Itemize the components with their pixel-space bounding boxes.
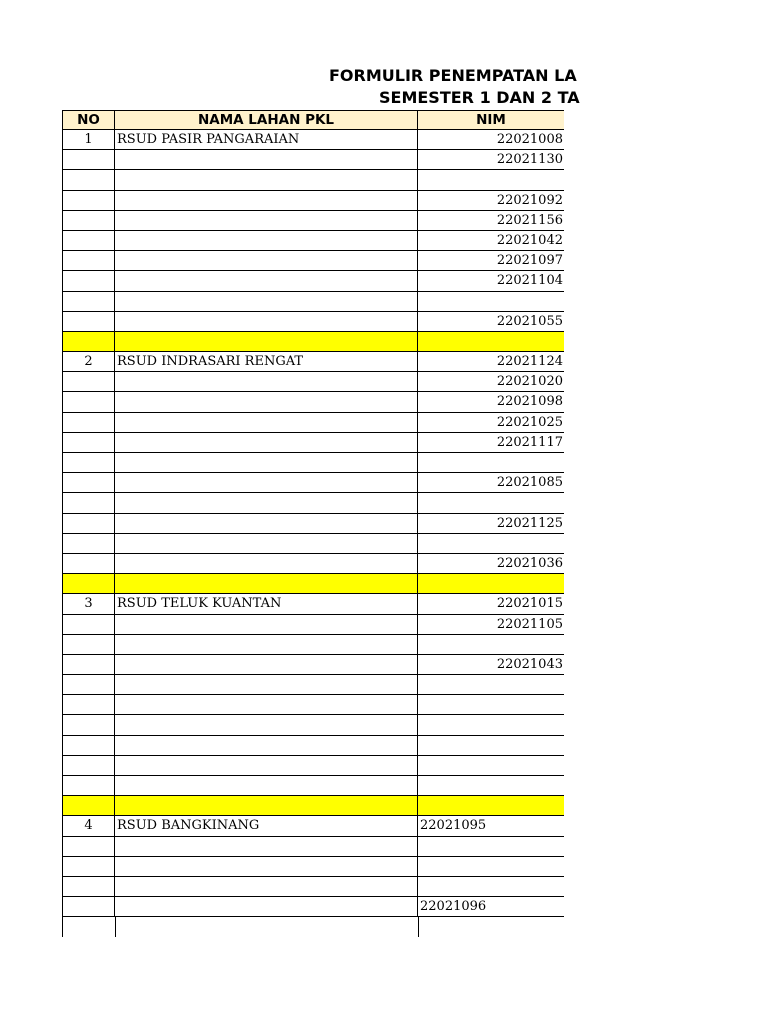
table-name-divider bbox=[418, 917, 419, 937]
cell-no[interactable] bbox=[62, 514, 115, 533]
cell-no[interactable] bbox=[62, 837, 115, 856]
cell-no[interactable] bbox=[62, 615, 115, 634]
cell-nim[interactable] bbox=[418, 534, 564, 553]
table-row bbox=[62, 372, 564, 392]
table-row bbox=[62, 776, 564, 796]
table-row bbox=[62, 837, 564, 857]
table-row bbox=[62, 736, 564, 756]
table-row bbox=[62, 857, 564, 877]
cell-nim[interactable]: 22021105 bbox=[496, 616, 563, 632]
cell-name[interactable]: RSUD PASIR PANGARAIAN bbox=[115, 130, 418, 149]
cell-nim[interactable] bbox=[418, 170, 564, 189]
cell-name[interactable] bbox=[115, 756, 418, 775]
cell-no[interactable] bbox=[62, 715, 115, 734]
cell-nim[interactable]: 22021097 bbox=[496, 253, 563, 269]
table-left-border bbox=[62, 917, 63, 937]
table-separator-row bbox=[62, 574, 564, 594]
table-row bbox=[62, 211, 564, 231]
cell-no[interactable] bbox=[62, 897, 115, 916]
cell-name[interactable] bbox=[115, 271, 418, 290]
table-row bbox=[62, 292, 564, 312]
cell-no[interactable]: 4 bbox=[62, 816, 115, 835]
cell-name[interactable] bbox=[115, 170, 418, 189]
cell-nim[interactable]: 22021015 bbox=[496, 596, 563, 612]
cell-nim[interactable] bbox=[418, 574, 564, 593]
table-row bbox=[62, 594, 564, 614]
table-row bbox=[62, 352, 564, 372]
cell-name[interactable] bbox=[115, 231, 418, 250]
cell-name[interactable] bbox=[115, 554, 418, 573]
cell-no[interactable] bbox=[62, 857, 115, 876]
cell-nim[interactable] bbox=[418, 635, 564, 654]
table-row bbox=[62, 715, 564, 735]
cell-no[interactable] bbox=[62, 211, 115, 230]
cell-name[interactable] bbox=[115, 695, 418, 714]
cell-nim[interactable] bbox=[418, 332, 564, 351]
form-subtitle-text: SEMESTER 1 DAN 2 TA bbox=[379, 88, 580, 107]
cell-no[interactable] bbox=[62, 271, 115, 290]
cell-nim[interactable]: 22021085 bbox=[496, 475, 563, 491]
cell-nim[interactable] bbox=[418, 675, 564, 694]
form-title-text: FORMULIR PENEMPATAN LA bbox=[329, 66, 577, 85]
cell-no[interactable] bbox=[62, 433, 115, 452]
cell-no[interactable] bbox=[62, 655, 115, 674]
cell-nim[interactable]: 22021042 bbox=[496, 232, 563, 248]
table-row bbox=[62, 170, 564, 190]
cell-no[interactable] bbox=[62, 231, 115, 250]
cell-no[interactable] bbox=[62, 392, 115, 411]
cell-name[interactable] bbox=[115, 413, 418, 432]
cell-nim[interactable]: 22021117 bbox=[496, 434, 563, 450]
cell-name[interactable] bbox=[115, 433, 418, 452]
cell-no[interactable] bbox=[62, 574, 115, 593]
cell-no[interactable] bbox=[62, 473, 115, 492]
cell-name[interactable] bbox=[115, 473, 418, 492]
table-row bbox=[62, 514, 564, 534]
cell-name[interactable] bbox=[115, 372, 418, 391]
table-row bbox=[62, 534, 564, 554]
cell-nim[interactable] bbox=[418, 453, 564, 472]
cell-nim[interactable] bbox=[418, 715, 564, 734]
cell-name[interactable] bbox=[115, 251, 418, 270]
cell-name[interactable] bbox=[115, 655, 418, 674]
cell-nim[interactable]: 22021130 bbox=[496, 152, 563, 168]
cell-nim[interactable] bbox=[418, 292, 564, 311]
table-row bbox=[62, 130, 564, 150]
column-header-no: NO bbox=[62, 111, 115, 129]
cell-no[interactable] bbox=[62, 332, 115, 351]
table-row bbox=[62, 191, 564, 211]
cell-nim[interactable]: 22021104 bbox=[496, 273, 563, 289]
column-header-nim: NIM bbox=[476, 112, 506, 128]
table-row bbox=[62, 493, 564, 513]
cell-nim[interactable]: 22021043 bbox=[496, 656, 563, 672]
cell-no[interactable] bbox=[62, 796, 115, 815]
cell-nim[interactable]: 22021095 bbox=[420, 818, 487, 834]
column-header-name: NAMA LAHAN PKL bbox=[115, 111, 418, 129]
cell-nim[interactable] bbox=[418, 796, 564, 815]
table-row bbox=[62, 231, 564, 251]
cell-no[interactable] bbox=[62, 150, 115, 169]
cell-name[interactable] bbox=[115, 292, 418, 311]
cell-name[interactable]: RSUD TELUK KUANTAN bbox=[115, 594, 418, 613]
cell-no[interactable] bbox=[62, 413, 115, 432]
table-row bbox=[62, 473, 564, 493]
cell-name[interactable] bbox=[115, 615, 418, 634]
table-row bbox=[62, 554, 564, 574]
cell-no[interactable] bbox=[62, 251, 115, 270]
cell-name[interactable] bbox=[115, 675, 418, 694]
table-row bbox=[62, 655, 564, 675]
cell-name[interactable] bbox=[115, 392, 418, 411]
cell-no[interactable] bbox=[62, 736, 115, 755]
cell-no[interactable] bbox=[62, 372, 115, 391]
table-row bbox=[62, 271, 564, 291]
cell-nim[interactable] bbox=[418, 776, 564, 795]
cell-name[interactable] bbox=[115, 312, 418, 331]
table-row bbox=[62, 150, 564, 170]
table-row bbox=[62, 756, 564, 776]
table-row bbox=[62, 816, 564, 836]
cell-name[interactable] bbox=[115, 776, 418, 795]
cell-name[interactable]: RSUD INDRASARI RENGAT bbox=[115, 352, 418, 371]
cell-nim[interactable] bbox=[418, 877, 564, 896]
cell-name[interactable] bbox=[115, 574, 418, 593]
cell-no[interactable] bbox=[62, 776, 115, 795]
cell-nim[interactable]: 22021092 bbox=[496, 192, 563, 208]
table-row bbox=[62, 453, 564, 473]
cell-nim[interactable]: 22021156 bbox=[496, 212, 563, 228]
table-row bbox=[62, 897, 564, 917]
table-row bbox=[62, 615, 564, 635]
cell-no[interactable] bbox=[62, 493, 115, 512]
cell-no[interactable] bbox=[62, 675, 115, 694]
cell-no[interactable]: 1 bbox=[62, 130, 115, 149]
cell-name[interactable] bbox=[115, 453, 418, 472]
cell-name[interactable] bbox=[115, 514, 418, 533]
cell-nim[interactable]: 22021025 bbox=[496, 414, 563, 430]
table-row bbox=[62, 635, 564, 655]
table-row bbox=[62, 312, 564, 332]
placement-table bbox=[62, 110, 564, 917]
cell-no[interactable] bbox=[62, 312, 115, 331]
cell-name[interactable] bbox=[115, 534, 418, 553]
cell-name[interactable] bbox=[115, 877, 418, 896]
cell-nim[interactable]: 22021124 bbox=[496, 354, 563, 370]
cell-no[interactable] bbox=[62, 756, 115, 775]
cell-nim[interactable]: 22021096 bbox=[420, 899, 487, 915]
cell-name[interactable] bbox=[115, 837, 418, 856]
table-separator-row bbox=[62, 332, 564, 352]
cell-no[interactable] bbox=[62, 292, 115, 311]
cell-nim[interactable] bbox=[418, 695, 564, 714]
cell-nim[interactable]: 22021036 bbox=[496, 555, 563, 571]
table-row bbox=[62, 251, 564, 271]
cell-nim[interactable] bbox=[418, 837, 564, 856]
cell-no[interactable] bbox=[62, 554, 115, 573]
cell-name[interactable] bbox=[115, 796, 418, 815]
cell-name[interactable] bbox=[115, 493, 418, 512]
table-header-row bbox=[62, 110, 564, 130]
table-row bbox=[62, 433, 564, 453]
table-row bbox=[62, 695, 564, 715]
cell-nim[interactable]: 22021008 bbox=[496, 132, 563, 147]
cell-nim[interactable]: 22021020 bbox=[496, 374, 563, 390]
cell-nim[interactable] bbox=[418, 493, 564, 512]
cell-no[interactable] bbox=[62, 695, 115, 714]
cell-name[interactable] bbox=[115, 635, 418, 654]
cell-no[interactable] bbox=[62, 170, 115, 189]
cell-name[interactable] bbox=[115, 897, 418, 916]
cell-no[interactable] bbox=[62, 453, 115, 472]
cell-no[interactable]: 2 bbox=[62, 352, 115, 371]
cell-nim[interactable] bbox=[418, 857, 564, 876]
cell-nim[interactable]: 22021125 bbox=[496, 515, 563, 531]
cell-name[interactable] bbox=[115, 736, 418, 755]
cell-nim[interactable] bbox=[418, 756, 564, 775]
cell-nim[interactable]: 22021055 bbox=[496, 313, 563, 329]
cell-nim[interactable]: 22021098 bbox=[496, 394, 563, 410]
table-row bbox=[62, 413, 564, 433]
table-row bbox=[62, 675, 564, 695]
cell-name[interactable] bbox=[115, 191, 418, 210]
table-no-divider bbox=[115, 917, 116, 937]
cell-no[interactable]: 3 bbox=[62, 594, 115, 613]
cell-name[interactable]: RSUD BANGKINANG bbox=[115, 816, 418, 835]
cell-no[interactable] bbox=[62, 534, 115, 553]
cell-name[interactable] bbox=[115, 332, 418, 351]
table-row bbox=[62, 877, 564, 897]
cell-name[interactable] bbox=[115, 857, 418, 876]
cell-no[interactable] bbox=[62, 635, 115, 654]
cell-no[interactable] bbox=[62, 191, 115, 210]
table-row bbox=[62, 392, 564, 412]
table-separator-row bbox=[62, 796, 564, 816]
cell-name[interactable] bbox=[115, 150, 418, 169]
cell-nim[interactable] bbox=[418, 736, 564, 755]
cell-no[interactable] bbox=[62, 877, 115, 896]
cell-name[interactable] bbox=[115, 211, 418, 230]
cell-name[interactable] bbox=[115, 715, 418, 734]
